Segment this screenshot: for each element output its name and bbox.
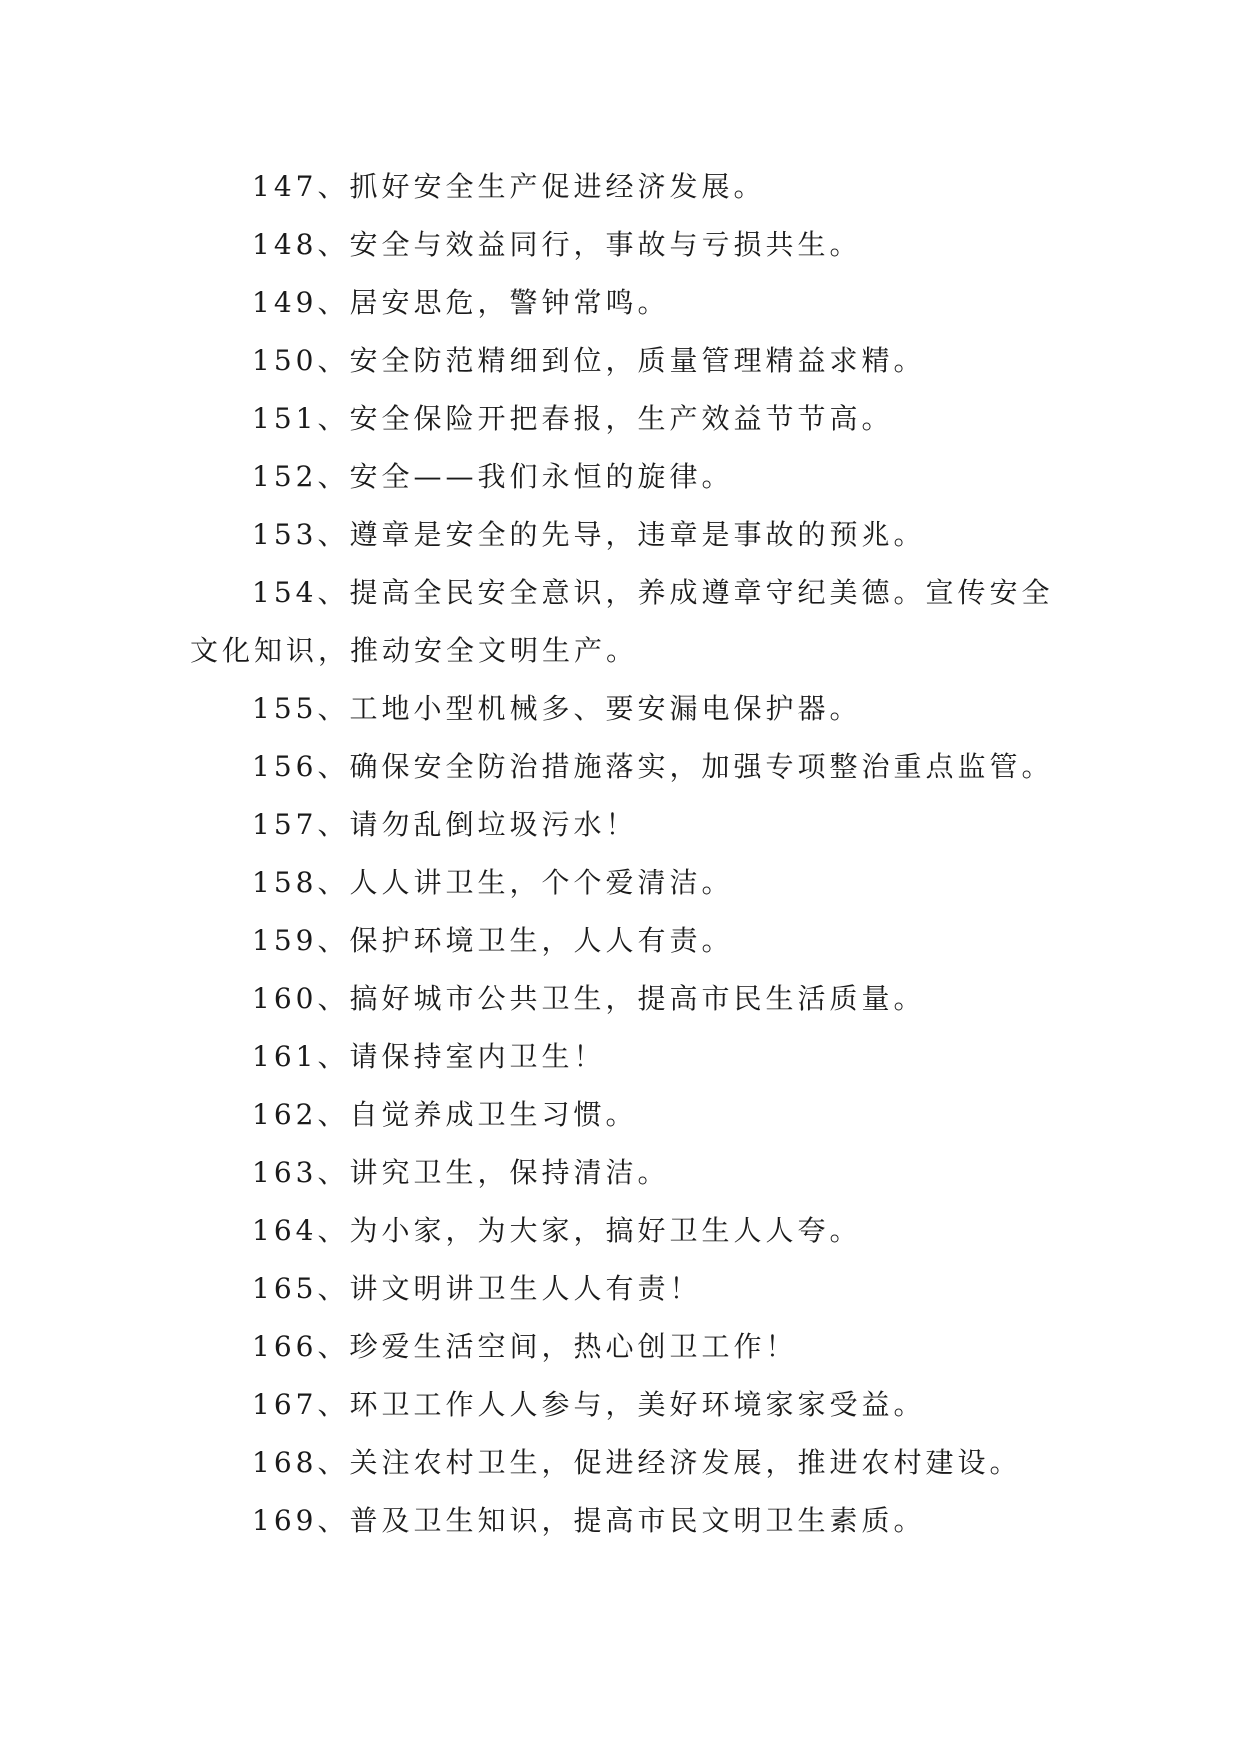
paragraph-153: 153、遵章是安全的先导，违章是事故的预兆。	[252, 518, 926, 551]
paragraph-169: 169、普及卫生知识，提高市民文明卫生素质。	[252, 1504, 926, 1537]
paragraph-148: 148、安全与效益同行，事故与亏损共生。	[252, 228, 862, 261]
paragraph-165: 165、讲文明讲卫生人人有责！	[252, 1272, 702, 1305]
paragraph-149: 149、居安思危，警钟常鸣。	[252, 286, 670, 319]
paragraph-158: 158、人人讲卫生，个个爱清洁。	[252, 866, 734, 899]
paragraph-163: 163、讲究卫生，保持清洁。	[252, 1156, 670, 1189]
paragraph-161: 161、请保持室内卫生！	[252, 1040, 606, 1073]
paragraph-156: 156、确保安全防治措施落实，加强专项整治重点监管。	[252, 750, 1054, 783]
paragraph-162: 162、自觉养成卫生习惯。	[252, 1098, 638, 1131]
paragraph-155: 155、工地小型机械多、要安漏电保护器。	[252, 692, 862, 725]
paragraph-167: 167、环卫工作人人参与，美好环境家家受益。	[252, 1388, 926, 1421]
document-body	[190, 158, 1070, 1550]
paragraph-159: 159、保护环境卫生，人人有责。	[252, 924, 734, 957]
paragraph-152: 152、安全——我们永恒的旋律。	[252, 460, 734, 493]
paragraph-150: 150、安全防范精细到位，质量管理精益求精。	[252, 344, 926, 377]
paragraph-154: 154、提高全民安全意识，养成遵章守纪美德。宣传安全文化知识，推动安全文明生产。	[190, 576, 1054, 667]
paragraph-147: 147、抓好安全生产促进经济发展。	[252, 170, 766, 203]
paragraph-168: 168、关注农村卫生，促进经济发展，推进农村建设。	[252, 1446, 1022, 1479]
paragraph-157: 157、请勿乱倒垃圾污水！	[252, 808, 638, 841]
paragraph-164: 164、为小家，为大家，搞好卫生人人夸。	[252, 1214, 862, 1247]
paragraph-166: 166、珍爱生活空间，热心创卫工作！	[252, 1330, 798, 1363]
paragraph-160: 160、搞好城市公共卫生，提高市民生活质量。	[252, 982, 926, 1015]
paragraph-151: 151、安全保险开把春报，生产效益节节高。	[252, 402, 894, 435]
